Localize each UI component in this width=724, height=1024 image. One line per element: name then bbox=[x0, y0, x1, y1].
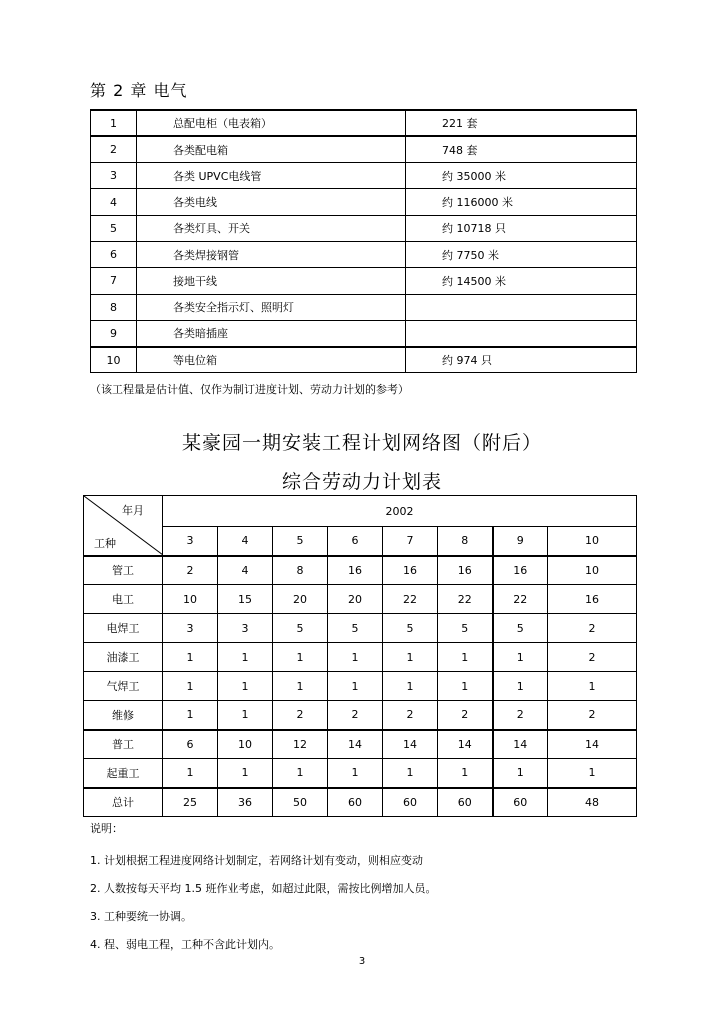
labor-row bbox=[84, 556, 637, 585]
labor-row bbox=[84, 672, 637, 701]
labor-count: 5 bbox=[493, 614, 548, 643]
month-header: 7 bbox=[383, 527, 438, 556]
labor-count: 12 bbox=[273, 730, 328, 759]
trade-name: 油漆工 bbox=[84, 643, 163, 672]
labor-count: 1 bbox=[163, 701, 218, 730]
trade-name: 维修 bbox=[84, 701, 163, 730]
labor-count: 10 bbox=[548, 556, 637, 585]
labor-count: 48 bbox=[548, 788, 637, 817]
labor-count: 22 bbox=[383, 585, 438, 614]
labor-count: 16 bbox=[548, 585, 637, 614]
labor-count: 60 bbox=[493, 788, 548, 817]
labor-count: 20 bbox=[273, 585, 328, 614]
item-name: 各类灯具、开关 bbox=[137, 215, 406, 241]
labor-count: 2 bbox=[438, 701, 493, 730]
item-number: 9 bbox=[91, 320, 137, 346]
labor-count: 16 bbox=[383, 556, 438, 585]
item-number: 3 bbox=[91, 163, 137, 189]
item-number: 6 bbox=[91, 241, 137, 267]
item-quantity: 约 116000 米 bbox=[406, 189, 637, 215]
item-quantity: 约 7750 米 bbox=[406, 241, 637, 267]
labor-row bbox=[84, 730, 637, 759]
item-number: 5 bbox=[91, 215, 137, 241]
quantity-row bbox=[91, 294, 637, 320]
labor-count: 1 bbox=[493, 759, 548, 788]
quantity-row bbox=[91, 320, 637, 346]
labor-plan-table bbox=[83, 495, 637, 817]
labor-count: 1 bbox=[493, 672, 548, 701]
labor-count: 60 bbox=[328, 788, 383, 817]
labor-count: 1 bbox=[383, 643, 438, 672]
labor-count: 60 bbox=[438, 788, 493, 817]
item-name: 总配电柜（电表箱） bbox=[137, 110, 406, 136]
labor-count: 22 bbox=[493, 585, 548, 614]
item-number: 4 bbox=[91, 189, 137, 215]
explanation-item: 3. 工种要统一协调。 bbox=[90, 910, 192, 923]
labor-count: 16 bbox=[438, 556, 493, 585]
labor-count: 2 bbox=[383, 701, 438, 730]
labor-count: 1 bbox=[163, 643, 218, 672]
labor-plan-title: 综合劳动力计划表 bbox=[281, 471, 442, 493]
labor-count: 20 bbox=[328, 585, 383, 614]
labor-count: 22 bbox=[438, 585, 493, 614]
labor-count: 3 bbox=[163, 614, 218, 643]
labor-count: 1 bbox=[328, 672, 383, 701]
labor-count: 14 bbox=[493, 730, 548, 759]
corner-label-month: 年月 bbox=[122, 504, 144, 517]
labor-row bbox=[84, 788, 637, 817]
quantity-row bbox=[91, 163, 637, 189]
labor-count: 2 bbox=[163, 556, 218, 585]
labor-count: 1 bbox=[328, 643, 383, 672]
labor-count: 1 bbox=[328, 759, 383, 788]
explanation-item: 1. 计划根据工程进度网络计划制定，若网络计划有变动，则相应变动 bbox=[90, 854, 423, 867]
labor-count: 2 bbox=[548, 643, 637, 672]
explanation-heading: 说明： bbox=[90, 822, 123, 835]
labor-count: 10 bbox=[163, 585, 218, 614]
item-number: 7 bbox=[91, 268, 137, 294]
labor-count: 1 bbox=[383, 672, 438, 701]
labor-count: 4 bbox=[218, 556, 273, 585]
labor-count: 2 bbox=[493, 701, 548, 730]
item-name: 各类配电箱 bbox=[137, 136, 406, 162]
labor-count: 1 bbox=[273, 643, 328, 672]
trade-name: 管工 bbox=[84, 556, 163, 585]
month-header: 4 bbox=[218, 527, 273, 556]
item-quantity bbox=[406, 294, 637, 320]
month-header: 3 bbox=[163, 527, 218, 556]
labor-count: 14 bbox=[548, 730, 637, 759]
trade-name: 电工 bbox=[84, 585, 163, 614]
labor-count: 25 bbox=[163, 788, 218, 817]
labor-count: 1 bbox=[218, 672, 273, 701]
item-name: 等电位箱 bbox=[137, 347, 406, 373]
item-number: 8 bbox=[91, 294, 137, 320]
labor-row bbox=[84, 585, 637, 614]
quantity-row bbox=[91, 215, 637, 241]
item-name: 接地干线 bbox=[137, 268, 406, 294]
item-name: 各类暗插座 bbox=[137, 320, 406, 346]
item-number: 1 bbox=[91, 110, 137, 136]
month-header: 10 bbox=[548, 527, 637, 556]
quantity-row bbox=[91, 241, 637, 267]
page-number: 3 bbox=[358, 956, 366, 967]
trade-name: 总计 bbox=[84, 788, 163, 817]
labor-count: 2 bbox=[328, 701, 383, 730]
labor-count: 1 bbox=[218, 759, 273, 788]
labor-count: 36 bbox=[218, 788, 273, 817]
labor-row bbox=[84, 759, 637, 788]
labor-count: 2 bbox=[548, 614, 637, 643]
item-quantity bbox=[406, 320, 637, 346]
labor-count: 10 bbox=[218, 730, 273, 759]
labor-count: 1 bbox=[548, 759, 637, 788]
labor-count: 1 bbox=[383, 759, 438, 788]
labor-count: 60 bbox=[383, 788, 438, 817]
explanation-item: 4. 程、弱电工程，工种不含此计划内。 bbox=[90, 938, 280, 951]
labor-count: 15 bbox=[218, 585, 273, 614]
item-name: 各类安全指示灯、照明灯 bbox=[137, 294, 406, 320]
item-quantity: 221 套 bbox=[406, 110, 637, 136]
labor-count: 1 bbox=[218, 701, 273, 730]
labor-count: 1 bbox=[438, 759, 493, 788]
corner-label-trade: 工种 bbox=[94, 536, 116, 550]
item-quantity: 约 10718 只 bbox=[406, 215, 637, 241]
labor-count: 1 bbox=[438, 672, 493, 701]
labor-count: 1 bbox=[273, 759, 328, 788]
labor-count: 14 bbox=[328, 730, 383, 759]
labor-count: 1 bbox=[438, 643, 493, 672]
quantity-row bbox=[91, 110, 637, 136]
year-header: 2002 bbox=[163, 496, 637, 527]
chapter-title: 第 2 章 电气 bbox=[90, 81, 188, 100]
item-quantity: 约 14500 米 bbox=[406, 268, 637, 294]
labor-count: 1 bbox=[548, 672, 637, 701]
item-name: 各类焊接钢管 bbox=[137, 241, 406, 267]
labor-count: 8 bbox=[273, 556, 328, 585]
trade-name: 电焊工 bbox=[84, 614, 163, 643]
trade-name: 气焊工 bbox=[84, 672, 163, 701]
labor-count: 14 bbox=[383, 730, 438, 759]
quantity-row bbox=[91, 268, 637, 294]
labor-count: 2 bbox=[273, 701, 328, 730]
labor-row bbox=[84, 701, 637, 730]
quantity-row bbox=[91, 347, 637, 373]
item-number: 10 bbox=[91, 347, 137, 373]
quantity-row bbox=[91, 136, 637, 162]
month-header: 5 bbox=[273, 527, 328, 556]
year-row bbox=[84, 496, 637, 527]
trade-name: 起重工 bbox=[84, 759, 163, 788]
labor-row bbox=[84, 643, 637, 672]
labor-count: 14 bbox=[438, 730, 493, 759]
labor-count: 1 bbox=[163, 759, 218, 788]
item-quantity: 748 套 bbox=[406, 136, 637, 162]
month-row bbox=[84, 527, 637, 556]
quantity-table bbox=[90, 109, 637, 373]
labor-count: 2 bbox=[548, 701, 637, 730]
labor-count: 6 bbox=[163, 730, 218, 759]
labor-count: 50 bbox=[273, 788, 328, 817]
labor-count: 3 bbox=[218, 614, 273, 643]
labor-count: 1 bbox=[273, 672, 328, 701]
labor-count: 5 bbox=[438, 614, 493, 643]
quantity-note: （该工程量是估计值、仅作为制订进度计划、劳动力计划的参考） bbox=[90, 383, 409, 396]
labor-count: 5 bbox=[273, 614, 328, 643]
corner-header-cell bbox=[84, 496, 163, 556]
month-header: 6 bbox=[328, 527, 383, 556]
labor-count: 1 bbox=[163, 672, 218, 701]
labor-count: 1 bbox=[218, 643, 273, 672]
item-quantity: 约 35000 米 bbox=[406, 163, 637, 189]
labor-count: 1 bbox=[493, 643, 548, 672]
explanation-item: 2. 人数按每天平均 1.5 班作业考虑，如超过此限，需按比例增加人员。 bbox=[90, 882, 437, 895]
plan-title: 某豪园一期安装工程计划网络图（附后） bbox=[181, 432, 542, 454]
labor-count: 16 bbox=[328, 556, 383, 585]
item-name: 各类 UPVC电线管 bbox=[137, 163, 406, 189]
item-name: 各类电线 bbox=[137, 189, 406, 215]
labor-count: 16 bbox=[493, 556, 548, 585]
quantity-row bbox=[91, 189, 637, 215]
labor-count: 5 bbox=[383, 614, 438, 643]
month-header: 9 bbox=[493, 527, 548, 556]
month-header: 8 bbox=[438, 527, 493, 556]
trade-name: 普工 bbox=[84, 730, 163, 759]
item-number: 2 bbox=[91, 136, 137, 162]
labor-count: 5 bbox=[328, 614, 383, 643]
labor-row bbox=[84, 614, 637, 643]
item-quantity: 约 974 只 bbox=[406, 347, 637, 373]
